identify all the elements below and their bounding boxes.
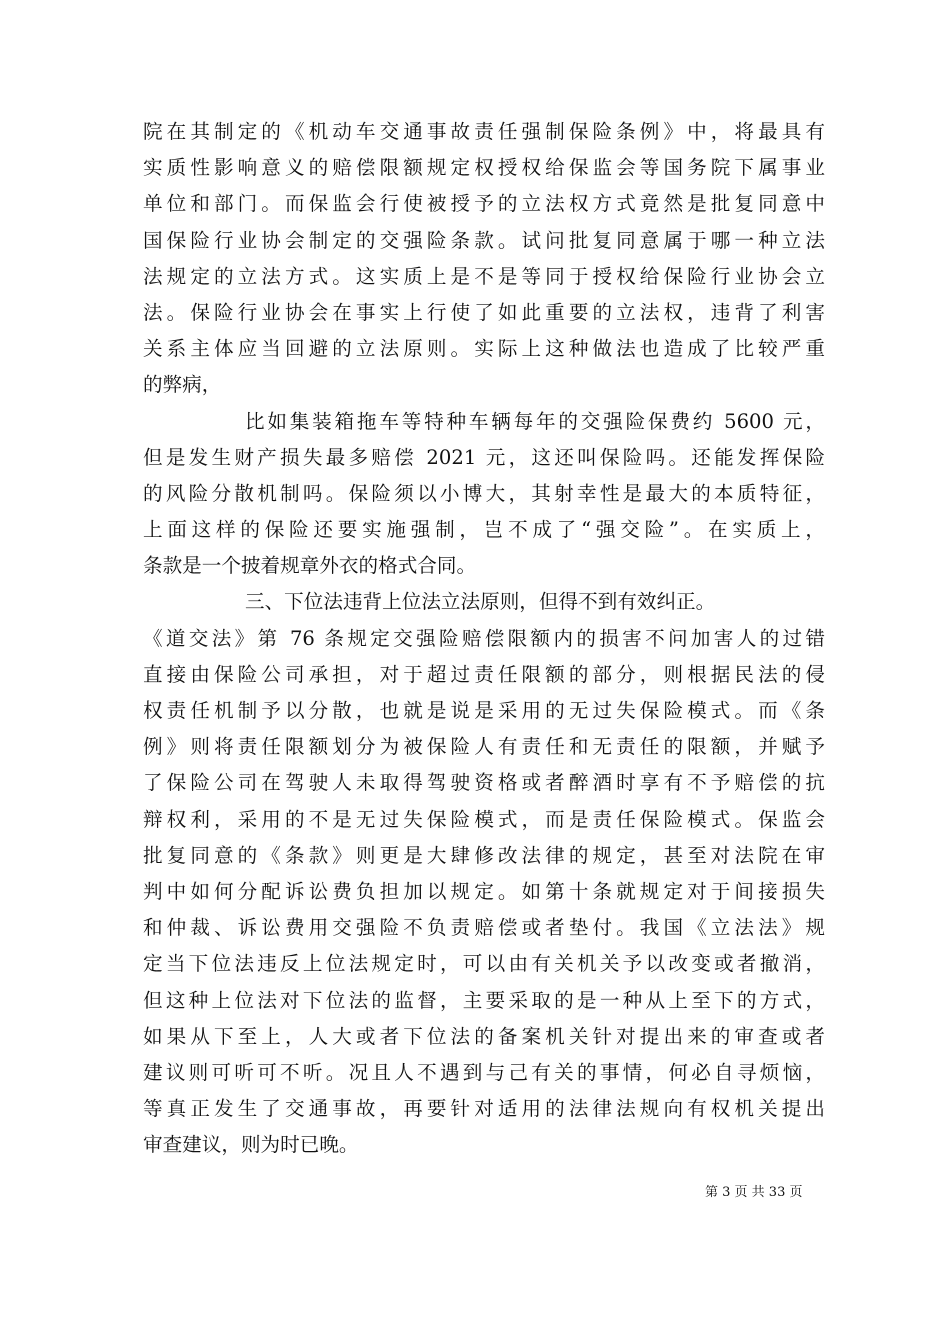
text-line: 实质性影响意义的赔偿限额规定权授权给保监会等国务院下属事业 (143, 156, 825, 180)
text-line: 法。保险行业协会在事实上行使了如此重要的立法权，违背了利害 (143, 300, 825, 324)
text-line: 定当下位法违反上位法规定时，可以由有关机关予以改变或者撤消， (143, 952, 825, 976)
text-line: 等真正发生了交通事故，再要针对适用的法律法规向有权机关提出 (143, 1097, 825, 1121)
text-line: 和仲裁、诉讼费用交强险不负责赔偿或者垫付。我国《立法法》规 (143, 916, 825, 940)
text-line: 院在其制定的《机动车交通事故责任强制保险条例》中，将最具有 (143, 120, 825, 143)
text-line: 国保险行业协会制定的交强险条款。试问批复同意属于哪一种立法 (143, 228, 825, 252)
text-line: 的风险分散机制吗。保险须以小博大，其射幸性是最大的本质特征， (143, 481, 825, 505)
text-line: 辩权利，采用的不是无过失保险模式，而是责任保险模式。保监会 (143, 807, 825, 831)
paragraph-start-line: 比如集装箱拖车等特种车辆每年的交强险保费约 5600 元， (245, 409, 825, 433)
page-number-footer: 第 3 页 共 33 页 (705, 1185, 803, 1200)
text-line: 《道交法》第 76 条规定交强险赔偿限额内的损害不问加害人的过错 (143, 626, 825, 650)
text-line: 直接由保险公司承担，对于超过责任限额的部分，则根据民法的侵 (143, 662, 825, 686)
text-line: 例》则将责任限额划分为被保险人有责任和无责任的限额，并赋予 (143, 735, 825, 759)
text-line: 建议则可听可不听。况且人不遇到与己有关的事情，何必自寻烦恼， (143, 1060, 825, 1084)
text-line: 法规定的立法方式。这实质上是不是等同于授权给保险行业协会立 (143, 264, 825, 288)
text-line: 的弊病， (143, 373, 222, 397)
text-line: 关系主体应当回避的立法原则。实际上这种做法也造成了比较严重 (143, 337, 825, 361)
text-line: 但这种上位法对下位法的监督，主要采取的是一种从上至下的方式， (143, 988, 825, 1012)
section-heading: 三、下位法违背上位法立法原则，但得不到有效纠正。 (245, 590, 716, 614)
text-line: 权责任机制予以分散，也就是说是采用的无过失保险模式。而《条 (143, 699, 825, 722)
text-line: 上面这样的保险还要实施强制，岂不成了“强交险”。在实质上， (143, 518, 825, 542)
text-line: 审查建议，则为时已晚。 (143, 1133, 359, 1157)
text-line: 但是发生财产损失最多赔偿 2021 元，这还叫保险吗。还能发挥保险 (143, 445, 825, 469)
document-body (143, 114, 825, 1163)
text-line: 批复同意的《条款》则更是大肆修改法律的规定，甚至对法院在审 (143, 843, 825, 867)
text-line: 如果从下至上，人大或者下位法的备案机关针对提出来的审查或者 (143, 1024, 825, 1048)
text-line: 了保险公司在驾驶人未取得驾驶资格或者醉酒时享有不予赔偿的抗 (143, 771, 825, 795)
text-line: 条款是一个披着规章外衣的格式合同。 (143, 554, 477, 578)
text-line: 单位和部门。而保监会行使被授予的立法权方式竟然是批复同意中 (143, 192, 825, 216)
text-line: 判中如何分配诉讼费负担加以规定。如第十条就规定对于间接损失 (143, 879, 825, 903)
